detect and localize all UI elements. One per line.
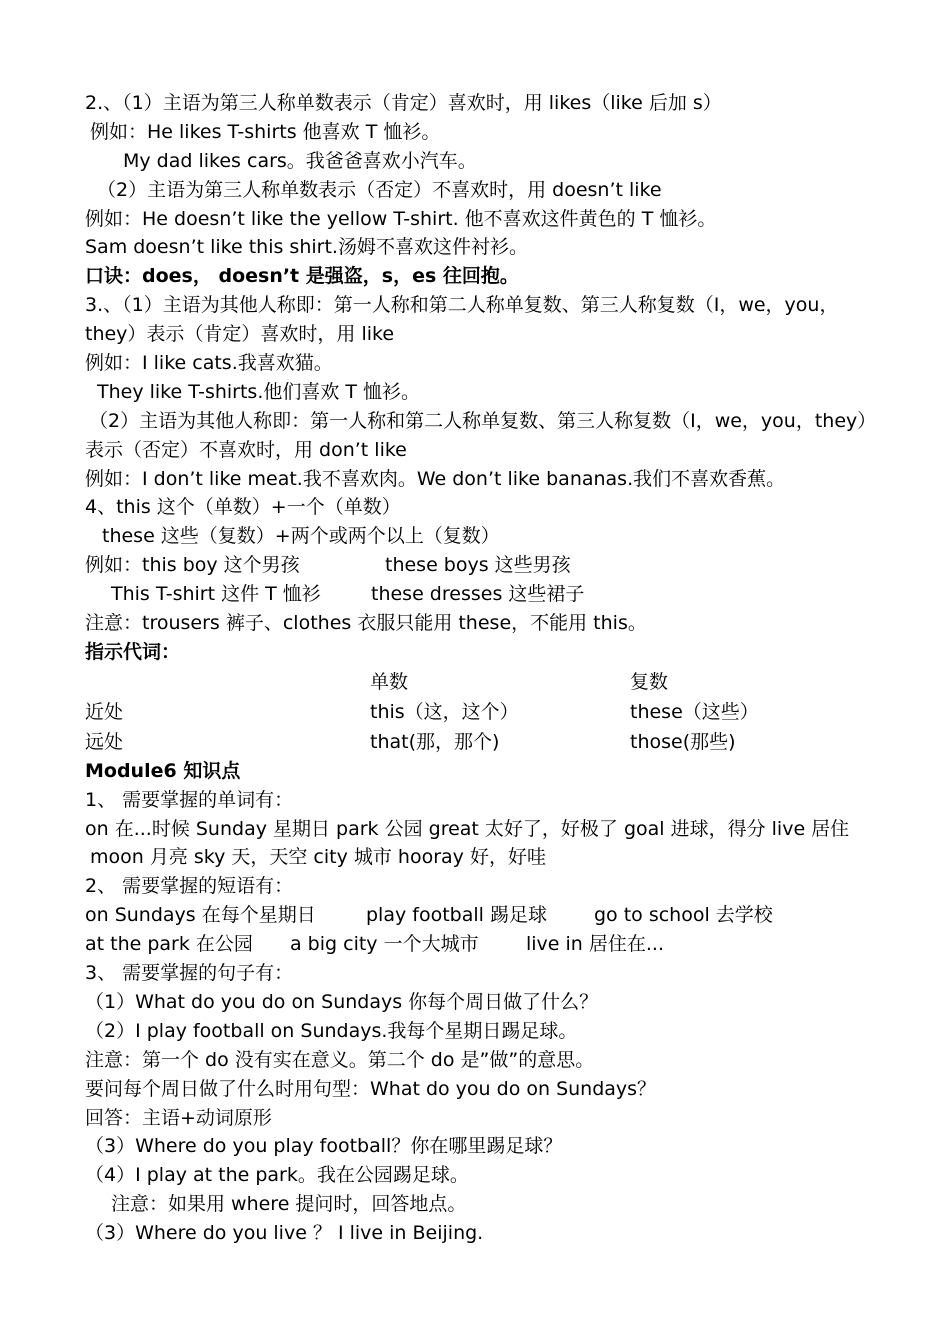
- phrase: at the park 在公园: [85, 933, 253, 956]
- text-line: 注意：第一个 do 没有实在意义。第二个 do 是”做”的意思。: [85, 1048, 595, 1071]
- table-row: [85, 697, 915, 727]
- phrase: a big city 一个大城市: [290, 933, 479, 956]
- text-line: these 这些（复数）+两个或两个以上（复数）: [102, 525, 500, 548]
- table-header-singular: 单数: [370, 670, 409, 693]
- table-header-plural: 复数: [630, 670, 669, 693]
- phrase: play football 踢足球: [366, 904, 547, 927]
- example-row: [85, 551, 915, 580]
- text-line: 注意：如果用 where 提问时，回答地点。: [111, 1193, 467, 1216]
- text-line: 3.、（1）主语为其他人称即：第一人称和第二人称单复数、第三人称复数（I，we，you，: [85, 294, 839, 317]
- table-cell: that(那，那个): [370, 730, 500, 753]
- text-line: they）表示（肯定）喜欢时，用 like: [85, 323, 395, 346]
- table-cell: 近处: [85, 700, 124, 723]
- table-row: [85, 727, 915, 757]
- example-left: This T-shirt 这件 T 恤衫: [111, 583, 321, 606]
- text-line: on 在...时候 Sunday 星期日 park 公园 great 太好了，好极了 goal 进球，得分 live 居住: [85, 817, 850, 840]
- example-right: these boys 这些男孩: [385, 554, 571, 577]
- example-right: these dresses 这些裙子: [371, 583, 585, 606]
- phrase-row: [85, 930, 915, 959]
- text-line: 例如：He doesn’t like the yellow T-shirt. 他不喜欢这件黄色的 T 恤衫。: [85, 207, 717, 230]
- text-line: （3）Where do you live ？ I live in Beijing.: [85, 1222, 484, 1245]
- text-line: （3）Where do you play football？你在哪里踢足球？: [85, 1135, 563, 1158]
- text-line: （2）I play football on Sundays.我每个星期日踢足球。: [85, 1019, 578, 1042]
- text-line: （2）主语为其他人称即：第一人称和第二人称单复数、第三人称复数（I，we，you，they）: [89, 409, 877, 432]
- text-line: 4、this 这个（单数）+一个（单数）: [85, 496, 401, 519]
- text-line: My dad likes cars。我爸爸喜欢小汽车。: [123, 149, 477, 172]
- text-line: 注意：trousers 裤子、clothes 衣服只能用 these，不能用 this。: [85, 612, 647, 635]
- text-line: （4）I play at the park。我在公园踢足球。: [85, 1164, 469, 1187]
- section-heading: 指示代词：: [85, 640, 181, 663]
- text-line: 例如：He likes T-shirts 他喜欢 T 恤衫。: [90, 120, 441, 143]
- words-heading: 1、 需要掌握的单词有：: [85, 788, 294, 811]
- text-line: （2）主语为第三人称单数表示（否定）不喜欢时，用 doesn’t like: [97, 178, 662, 201]
- mnemonic-line: 口诀：does， doesn’t 是强盗，s，es 往回抱。: [85, 265, 519, 288]
- text-line: They like T-shirts.他们喜欢 T 恤衫。: [97, 380, 421, 403]
- sentences-heading: 3、 需要掌握的句子有：: [85, 962, 294, 985]
- text-line: Sam doesn’t like this shirt.汤姆不喜欢这件衬衫。: [85, 236, 528, 259]
- example-left: 例如：this boy 这个男孩: [85, 554, 300, 577]
- table-header-row: [85, 667, 915, 697]
- text-line: 表示（否定）不喜欢时，用 don’t like: [85, 438, 407, 461]
- document-page: [85, 89, 915, 1248]
- table-cell: these（这些）: [630, 700, 759, 723]
- text-line: moon 月亮 sky 天，天空 city 城市 hooray 好，好哇: [90, 846, 546, 869]
- phrase: live in 居住在...: [526, 933, 665, 956]
- text-line: 例如：I like cats.我喜欢猫。: [85, 352, 333, 375]
- pronoun-table: [85, 667, 915, 757]
- table-cell: this（这，这个）: [370, 700, 519, 723]
- phrases-heading: 2、 需要掌握的短语有：: [85, 875, 294, 898]
- example-row: [85, 580, 915, 609]
- text-line: 例如：I don’t like meat.我不喜欢肉。We don’t like bananas.我们不喜欢香蕉。: [85, 467, 786, 490]
- text-line: （1）What do you do on Sundays 你每个周日做了什么？: [85, 990, 599, 1013]
- table-cell: 远处: [85, 730, 124, 753]
- text-line: 2.、（1）主语为第三人称单数表示（肯定）喜欢时，用 likes（like 后加 s）: [85, 92, 722, 114]
- table-cell: those(那些): [630, 730, 736, 753]
- phrase-row: [85, 901, 915, 930]
- phrase: go to school 去学校: [594, 904, 773, 927]
- text-line: 要问每个周日做了什么时用句型：What do you do on Sundays？: [85, 1077, 657, 1100]
- phrase: on Sundays 在每个星期日: [85, 904, 316, 927]
- module-title: Module6 知识点: [85, 759, 241, 782]
- text-line: 回答：主语+动词原形: [85, 1106, 272, 1129]
